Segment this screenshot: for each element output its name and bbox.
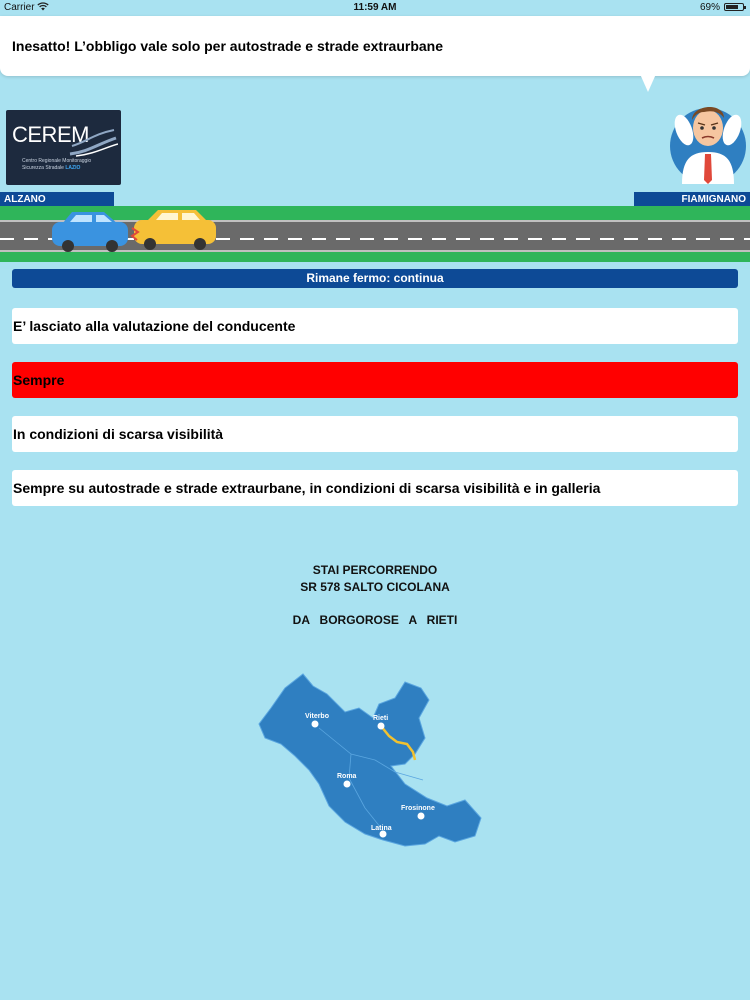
clock: 11:59 AM bbox=[353, 2, 397, 13]
answer-option-4[interactable]: Sempre su autostrade e strade extraurbane, in condizioni di scarsa visibilità e in galleria bbox=[12, 470, 738, 506]
answer-option-1[interactable]: E’ lasciato alla valutazione del conducente bbox=[12, 308, 738, 344]
from-place-label: ALZANO bbox=[0, 192, 114, 207]
map-city-frosinone: Frosinone bbox=[401, 805, 435, 812]
logo-title: CEREM bbox=[12, 122, 89, 147]
logo-subtitle-2 bbox=[22, 165, 80, 171]
route-info-line3: DA BORGOROSE A RIETI bbox=[292, 613, 458, 627]
feedback-message: Inesatto! L’obbligo vale solo per autostrade e strade extraurbane bbox=[12, 38, 443, 54]
cerem-logo bbox=[6, 110, 121, 185]
logo-subtitle-1: Centro Regionale Monitoraggio bbox=[22, 158, 92, 164]
battery-icon bbox=[724, 3, 744, 11]
logo-region: LAZIO bbox=[65, 165, 81, 171]
feedback-bubble bbox=[0, 16, 750, 76]
route-info-line1: STAI PERCORRENDO bbox=[312, 563, 438, 577]
avatar bbox=[668, 96, 746, 184]
logo-subtitle-2-text: Sicurezza Stradale bbox=[22, 165, 64, 171]
map-city-roma: Roma bbox=[337, 773, 357, 780]
bubble-tail bbox=[640, 74, 656, 92]
route-info-line2: SR 578 SALTO CICOLANA bbox=[300, 580, 450, 594]
status-strip: Rimane fermo: continua bbox=[12, 269, 738, 288]
map-city-viterbo: Viterbo bbox=[305, 713, 329, 720]
status-bar bbox=[0, 0, 750, 16]
worried-man-icon bbox=[668, 96, 746, 184]
logo-road-icon bbox=[68, 124, 118, 158]
carrier-label: Carrier bbox=[4, 2, 35, 13]
answer-option-3[interactable]: In condizioni di scarsa visibilità bbox=[12, 416, 738, 452]
map-city-latina: Latina bbox=[371, 825, 392, 832]
answer-option-2[interactable]: Sempre bbox=[12, 362, 738, 398]
to-place-label: FIAMIGNANO bbox=[634, 192, 750, 207]
lazio-map bbox=[255, 668, 485, 868]
road-illustration bbox=[0, 206, 750, 262]
battery-percent: 69% bbox=[699, 2, 720, 13]
map-city-rieti: Rieti bbox=[373, 715, 389, 722]
